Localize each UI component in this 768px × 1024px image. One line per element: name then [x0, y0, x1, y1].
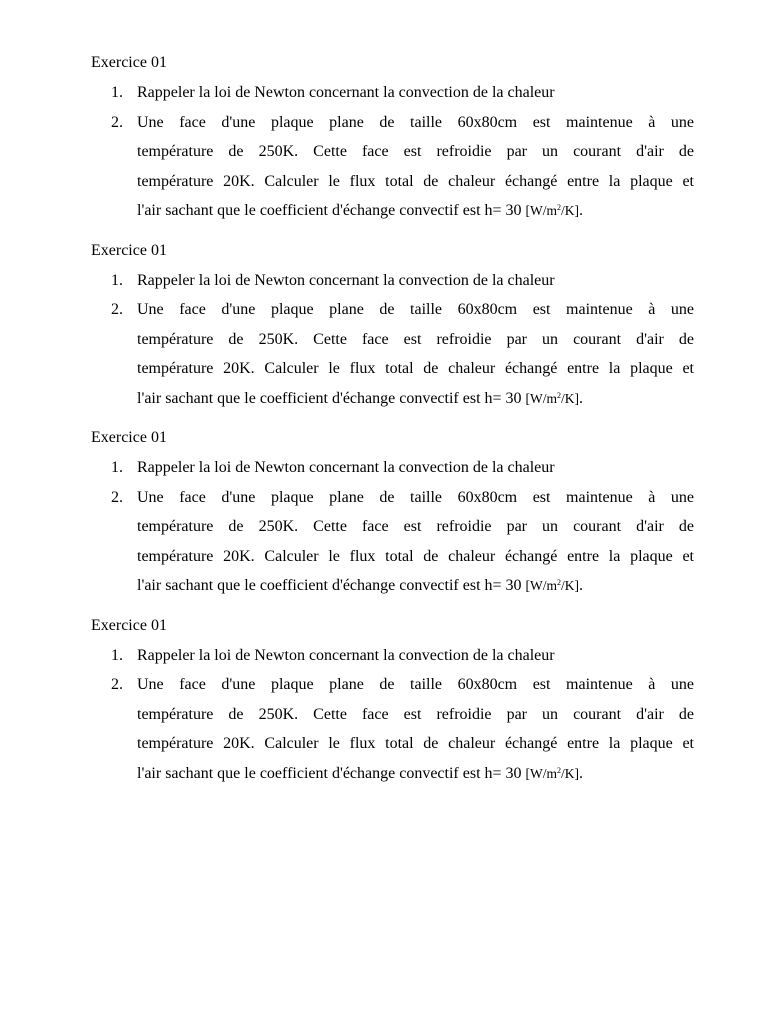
item-last-line — [137, 196, 694, 226]
unit — [526, 203, 580, 218]
exercise-title: Exercice 01 — [91, 429, 167, 446]
document-page — [91, 48, 694, 798]
list-item — [91, 108, 694, 226]
item-line: l'air sachant que le coefficient d'échange convectif est h= 30 — [137, 202, 526, 219]
item-number: 1. — [111, 459, 123, 476]
exercise-block — [91, 423, 694, 601]
item-line: température 20K. Calculer le flux total de chaleur échangé entre la plaque et — [137, 360, 694, 377]
item-text: Rappeler la loi de Newton concernant la convection de la chaleur — [137, 459, 555, 476]
exercise-title: Exercice 01 — [91, 616, 167, 634]
exercise-block — [91, 48, 694, 226]
item-line: température de 250K. Cette face est refroidie par un courant d'air de — [137, 143, 694, 160]
item-line: température de 250K. Cette face est refroidie par un courant d'air de — [137, 330, 694, 348]
unit — [526, 578, 580, 593]
item-line: température de 250K. Cette face est refroidie par un courant d'air de — [137, 518, 694, 535]
list-item — [91, 295, 694, 413]
unit-exponent: 2 — [557, 578, 562, 587]
list-item — [91, 670, 694, 788]
sentence-end: . — [579, 389, 584, 407]
item-line: Une face d'une plaque plane de taille 60x80cm est maintenue à une — [137, 488, 694, 506]
item-line: Une face d'une plaque plane de taille 60x80cm est maintenue à une — [137, 301, 694, 318]
item-line: Une face d'une plaque plane de taille 60x80cm est maintenue à une — [137, 676, 694, 693]
item-number: 2. — [111, 488, 123, 506]
unit-exponent: 2 — [557, 390, 562, 400]
list-item — [91, 266, 694, 296]
unit-suffix: /K] — [561, 390, 580, 406]
item-line: température 20K. Calculer le flux total de chaleur échangé entre la plaque et — [137, 172, 694, 190]
unit-prefix: [W/m — [525, 765, 558, 781]
unit — [526, 391, 580, 406]
list-item — [91, 641, 694, 671]
item-number: 2. — [111, 676, 123, 693]
item-number: 2. — [111, 113, 123, 131]
sentence-end: . — [579, 764, 584, 782]
item-line: température 20K. Calculer le flux total de chaleur échangé entre la plaque et — [137, 735, 694, 752]
unit-exponent: 2 — [557, 203, 562, 212]
item-line: l'air sachant que le coefficient d'échange convectif est h= 30 — [137, 577, 526, 594]
list-item — [91, 483, 694, 601]
item-line: température de 250K. Cette face est refroidie par un courant d'air de — [137, 705, 694, 723]
item-text: Rappeler la loi de Newton concernant la convection de la chaleur — [137, 271, 555, 289]
item-last-line — [137, 571, 694, 601]
item-number: 1. — [111, 84, 123, 101]
exercise-block — [91, 236, 694, 414]
unit-suffix: /K] — [561, 203, 580, 218]
exercise-title: Exercice 01 — [91, 241, 167, 259]
unit-suffix: /K] — [561, 765, 580, 781]
sentence-end: . — [579, 202, 584, 219]
exercise-title: Exercice 01 — [91, 54, 167, 71]
item-number: 1. — [111, 271, 123, 289]
unit-suffix: /K] — [561, 578, 580, 593]
item-line: l'air sachant que le coefficient d'échange convectif est h= 30 — [137, 764, 526, 782]
item-text: Rappeler la loi de Newton concernant la convection de la chaleur — [137, 84, 555, 101]
unit — [526, 766, 580, 781]
unit-exponent: 2 — [557, 765, 562, 775]
item-last-line — [137, 384, 694, 414]
item-line: température 20K. Calculer le flux total de chaleur échangé entre la plaque et — [137, 547, 694, 565]
exercise-block — [91, 611, 694, 789]
item-number: 1. — [111, 646, 123, 664]
item-line: Une face d'une plaque plane de taille 60x80cm est maintenue à une — [137, 113, 694, 131]
item-text: Rappeler la loi de Newton concernant la convection de la chaleur — [137, 646, 555, 664]
unit-prefix: [W/m — [525, 390, 558, 406]
list-item — [91, 78, 694, 108]
unit-prefix: [W/m — [525, 203, 558, 218]
item-number: 2. — [111, 301, 123, 318]
sentence-end: . — [579, 577, 584, 594]
item-line: l'air sachant que le coefficient d'échange convectif est h= 30 — [137, 389, 526, 407]
unit-prefix: [W/m — [525, 578, 558, 593]
item-last-line — [137, 759, 694, 789]
list-item — [91, 453, 694, 483]
